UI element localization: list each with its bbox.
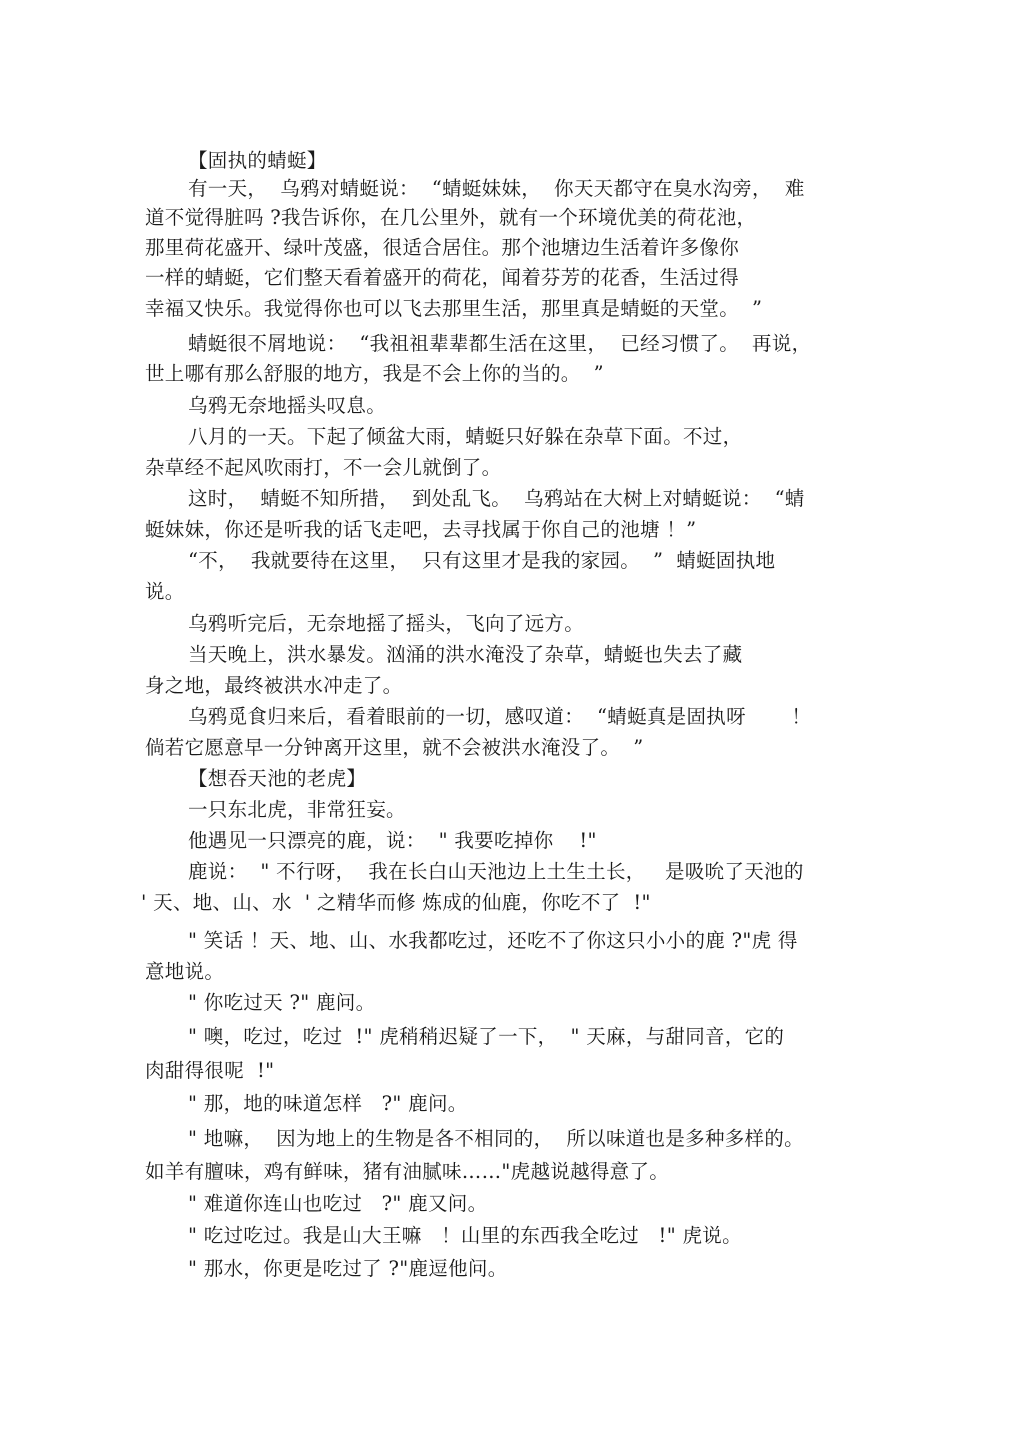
text-line: 身之地，最终被洪水冲走了。 bbox=[145, 674, 403, 697]
text-line: " 吃过吃过。我是山大王嘛 ！山里的东西我全吃过 !" 虎说。 bbox=[188, 1224, 742, 1247]
text-line: 说。 bbox=[145, 580, 185, 603]
text-line: 这时， 蜻蜓不知所措， 到处乱飞。 乌鸦站在大树上对蜻蜓说： “蜻 bbox=[188, 487, 805, 510]
text-line: 道不觉得脏吗 ?我告诉你，在几公里外，就有一个环境优美的荷花池， bbox=[145, 206, 757, 229]
text-line: 乌鸦听完后，无奈地摇了摇头，飞向了远方。 bbox=[188, 612, 585, 635]
text-line: 乌鸦无奈地摇头叹息。 bbox=[188, 394, 387, 417]
story-title: 【固执的蜻蜓】 bbox=[188, 149, 327, 172]
text-line: 杂草经不起风吹雨打，不一会儿就倒了。 bbox=[145, 456, 502, 479]
text-line: " 你吃过天 ?" 鹿问。 bbox=[188, 991, 376, 1014]
text-line: 那里荷花盛开、绿叶茂盛，很适合居住。那个池塘边生活着许多像你 bbox=[145, 236, 740, 259]
text-line: ' 天、地、山、水 ' 之精华而修 炼成的仙鹿，你吃不了 !" bbox=[141, 891, 651, 914]
story-title: 【想吞天池的老虎】 bbox=[188, 767, 367, 790]
text-line: " 难道你连山也吃过 ?" 鹿又问。 bbox=[188, 1192, 488, 1215]
text-line: " 那，地的味道怎样 ?" 鹿问。 bbox=[188, 1092, 468, 1115]
text-line: 肉甜得很呢 !" bbox=[145, 1059, 275, 1082]
text-line: " 噢，吃过，吃过 !" 虎稍稍迟疑了一下， " 天麻，与甜同音，它的 bbox=[188, 1025, 785, 1048]
text-line: 倘若它愿意早一分钟离开这里，就不会被洪水淹没了。 ” bbox=[145, 736, 644, 759]
text-line: 幸福又快乐。我觉得你也可以飞去那里生活，那里真是蜻蜓的天堂。 ” bbox=[145, 297, 763, 320]
text-line: 当天晚上，洪水暴发。汹涌的洪水淹没了杂草，蜻蜓也失去了藏 bbox=[188, 643, 743, 666]
text-line: 蜻蜓很不屑地说： “我祖祖辈辈都生活在这里， 已经习惯了。 再说， bbox=[188, 332, 812, 355]
text-line: 蜓妹妹，你还是听我的话飞走吧，去寻找属于你自己的池塘 ！” bbox=[145, 518, 697, 541]
text-line: 鹿说： " 不行呀， 我在长白山天池边上土生土长， 是吸吮了天池的 bbox=[188, 860, 804, 883]
text-line: 世上哪有那么舒服的地方，我是不会上你的当的。 ” bbox=[145, 362, 604, 385]
text-line: 他遇见一只漂亮的鹿，说： " 我要吃掉你 !" bbox=[188, 829, 597, 852]
text-line: “不， 我就要待在这里， 只有这里才是我的家园。 ” 蜻蜓固执地 bbox=[188, 549, 776, 572]
text-line: 乌鸦觅食归来后，看着眼前的一切，感叹道： “蜻蜓真是固执呀 ！ bbox=[188, 705, 812, 728]
text-line: " 那水，你更是吃过了 ?"鹿逗他问。 bbox=[188, 1257, 508, 1280]
text-line: 一只东北虎，非常狂妄。 bbox=[188, 798, 406, 821]
text-line: 如羊有膻味，鸡有鲜味，猪有油腻味……"虎越说越得意了。 bbox=[145, 1160, 670, 1183]
text-line: 意地说。 bbox=[145, 960, 225, 983]
text-line: " 笑话 ！天、地、山、水我都吃过，还吃不了你这只小小的鹿 ?"虎 得 bbox=[188, 929, 798, 952]
text-line: " 地嘛， 因为地上的生物是各不相同的， 所以味道也是多种多样的。 bbox=[188, 1127, 804, 1150]
text-line: 有一天， 乌鸦对蜻蜓说： “蜻蜓妹妹， 你天天都守在臭水沟旁， 难 bbox=[188, 177, 805, 200]
text-line: 一样的蜻蜓，它们整天看着盛开的荷花，闻着芬芳的花香，生活过得 bbox=[145, 266, 740, 289]
text-line: 八月的一天。下起了倾盆大雨，蜻蜓只好躲在杂草下面。不过， bbox=[188, 425, 743, 448]
